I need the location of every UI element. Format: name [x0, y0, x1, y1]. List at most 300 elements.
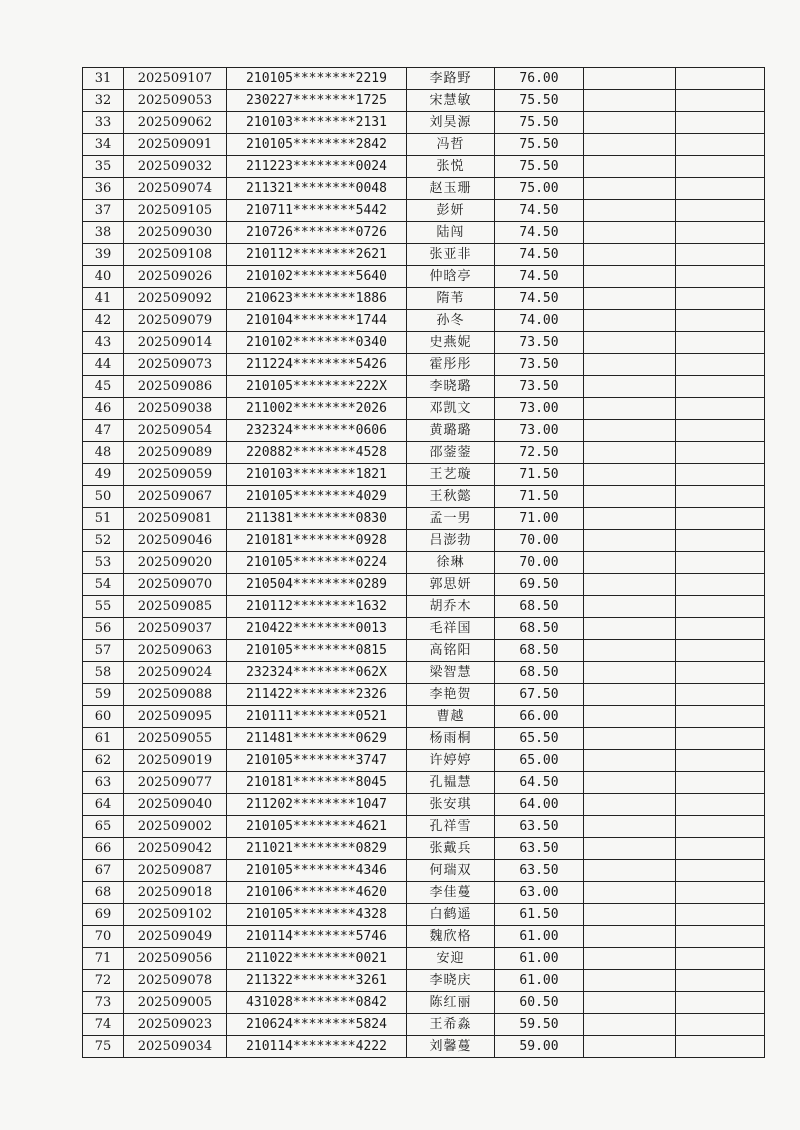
id-number: 230227********1725 — [227, 90, 407, 112]
row-number: 67 — [83, 860, 124, 882]
candidate-name: 毛祥国 — [407, 618, 495, 640]
id-number: 210711********5442 — [227, 200, 407, 222]
row-number: 68 — [83, 882, 124, 904]
table-row — [83, 68, 765, 90]
table-row — [83, 794, 765, 816]
score: 64.00 — [495, 794, 584, 816]
empty-cell — [584, 332, 676, 354]
row-number: 57 — [83, 640, 124, 662]
score: 74.50 — [495, 244, 584, 266]
exam-number: 202509053 — [124, 90, 227, 112]
row-number: 38 — [83, 222, 124, 244]
id-number: 210726********0726 — [227, 222, 407, 244]
empty-cell — [676, 200, 765, 222]
score: 71.00 — [495, 508, 584, 530]
table-row — [83, 750, 765, 772]
score: 73.50 — [495, 354, 584, 376]
candidate-name: 宋慧敏 — [407, 90, 495, 112]
row-number: 71 — [83, 948, 124, 970]
row-number: 60 — [83, 706, 124, 728]
empty-cell — [676, 552, 765, 574]
candidate-name: 杨雨桐 — [407, 728, 495, 750]
empty-cell — [676, 310, 765, 332]
exam-number: 202509107 — [124, 68, 227, 90]
empty-cell — [676, 90, 765, 112]
candidate-name: 白鹤遥 — [407, 904, 495, 926]
empty-cell — [676, 970, 765, 992]
id-number: 210181********0928 — [227, 530, 407, 552]
candidate-name: 赵玉珊 — [407, 178, 495, 200]
candidate-name: 吕澎勃 — [407, 530, 495, 552]
table-row — [83, 684, 765, 706]
score: 63.00 — [495, 882, 584, 904]
table-row — [83, 728, 765, 750]
candidate-name: 邓凯文 — [407, 398, 495, 420]
empty-cell — [676, 750, 765, 772]
exam-number: 202509040 — [124, 794, 227, 816]
table-row — [83, 222, 765, 244]
exam-number: 202509092 — [124, 288, 227, 310]
score: 75.50 — [495, 112, 584, 134]
score: 74.50 — [495, 266, 584, 288]
id-number: 210103********2131 — [227, 112, 407, 134]
table-row — [83, 134, 765, 156]
empty-cell — [676, 178, 765, 200]
id-number: 210114********5746 — [227, 926, 407, 948]
empty-cell — [584, 222, 676, 244]
exam-number: 202509067 — [124, 486, 227, 508]
empty-cell — [676, 662, 765, 684]
score: 63.50 — [495, 860, 584, 882]
candidate-name: 张悦 — [407, 156, 495, 178]
candidate-name: 冯哲 — [407, 134, 495, 156]
score: 65.50 — [495, 728, 584, 750]
id-number: 210105********3747 — [227, 750, 407, 772]
exam-number: 202509024 — [124, 662, 227, 684]
score: 68.50 — [495, 640, 584, 662]
empty-cell — [584, 112, 676, 134]
id-number: 210105********2842 — [227, 134, 407, 156]
row-number: 55 — [83, 596, 124, 618]
candidate-name: 孔祥雪 — [407, 816, 495, 838]
empty-cell — [676, 838, 765, 860]
row-number: 36 — [83, 178, 124, 200]
table-row — [83, 178, 765, 200]
id-number: 232324********0606 — [227, 420, 407, 442]
table-row — [83, 1036, 765, 1058]
id-number: 211224********5426 — [227, 354, 407, 376]
exam-number: 202509034 — [124, 1036, 227, 1058]
exam-number: 202509079 — [124, 310, 227, 332]
score: 59.00 — [495, 1036, 584, 1058]
candidate-name: 何瑞双 — [407, 860, 495, 882]
score: 70.00 — [495, 552, 584, 574]
score: 75.00 — [495, 178, 584, 200]
empty-cell — [584, 68, 676, 90]
candidate-name: 高铭阳 — [407, 640, 495, 662]
empty-cell — [676, 684, 765, 706]
empty-cell — [584, 860, 676, 882]
empty-cell — [584, 354, 676, 376]
id-number: 431028********0842 — [227, 992, 407, 1014]
score: 61.00 — [495, 948, 584, 970]
score: 61.00 — [495, 926, 584, 948]
id-number: 210102********5640 — [227, 266, 407, 288]
empty-cell — [676, 266, 765, 288]
table-row — [83, 90, 765, 112]
id-number: 211002********2026 — [227, 398, 407, 420]
empty-cell — [584, 1014, 676, 1036]
row-number: 47 — [83, 420, 124, 442]
row-number: 40 — [83, 266, 124, 288]
score: 71.50 — [495, 464, 584, 486]
exam-number: 202509091 — [124, 134, 227, 156]
table-row — [83, 948, 765, 970]
row-number: 48 — [83, 442, 124, 464]
score: 73.50 — [495, 376, 584, 398]
candidate-name: 魏欣格 — [407, 926, 495, 948]
table-row — [83, 442, 765, 464]
empty-cell — [584, 574, 676, 596]
score: 75.50 — [495, 134, 584, 156]
table-row — [83, 860, 765, 882]
exam-number: 202509049 — [124, 926, 227, 948]
empty-cell — [676, 420, 765, 442]
row-number: 41 — [83, 288, 124, 310]
row-number: 66 — [83, 838, 124, 860]
empty-cell — [676, 1036, 765, 1058]
candidate-name: 王秋懿 — [407, 486, 495, 508]
row-number: 39 — [83, 244, 124, 266]
row-number: 75 — [83, 1036, 124, 1058]
score: 74.50 — [495, 288, 584, 310]
table-row — [83, 200, 765, 222]
row-number: 44 — [83, 354, 124, 376]
score: 65.00 — [495, 750, 584, 772]
candidate-name: 安迎 — [407, 948, 495, 970]
candidate-name: 王希淼 — [407, 1014, 495, 1036]
empty-cell — [584, 970, 676, 992]
row-number: 42 — [83, 310, 124, 332]
id-number: 211021********0829 — [227, 838, 407, 860]
row-number: 58 — [83, 662, 124, 684]
row-number: 70 — [83, 926, 124, 948]
candidate-name: 孙冬 — [407, 310, 495, 332]
score: 67.50 — [495, 684, 584, 706]
score: 68.50 — [495, 618, 584, 640]
table-row — [83, 772, 765, 794]
row-number: 32 — [83, 90, 124, 112]
candidate-name: 郭思妍 — [407, 574, 495, 596]
empty-cell — [676, 464, 765, 486]
empty-cell — [584, 926, 676, 948]
table-row — [83, 376, 765, 398]
score: 68.50 — [495, 596, 584, 618]
id-number: 210504********0289 — [227, 574, 407, 596]
empty-cell — [584, 992, 676, 1014]
id-number: 210105********2219 — [227, 68, 407, 90]
exam-number: 202509059 — [124, 464, 227, 486]
table-row — [83, 706, 765, 728]
candidate-name: 许婷婷 — [407, 750, 495, 772]
row-number: 73 — [83, 992, 124, 1014]
table-row — [83, 618, 765, 640]
empty-cell — [676, 332, 765, 354]
empty-cell — [584, 420, 676, 442]
score: 61.50 — [495, 904, 584, 926]
exam-number: 202509087 — [124, 860, 227, 882]
empty-cell — [676, 882, 765, 904]
exam-number: 202509070 — [124, 574, 227, 596]
id-number: 211321********0048 — [227, 178, 407, 200]
score: 63.50 — [495, 816, 584, 838]
score: 74.00 — [495, 310, 584, 332]
candidate-name: 徐琳 — [407, 552, 495, 574]
row-number: 59 — [83, 684, 124, 706]
exam-number: 202509054 — [124, 420, 227, 442]
empty-cell — [676, 926, 765, 948]
row-number: 43 — [83, 332, 124, 354]
id-number: 210104********1744 — [227, 310, 407, 332]
empty-cell — [584, 706, 676, 728]
empty-cell — [584, 266, 676, 288]
score: 66.00 — [495, 706, 584, 728]
score: 73.50 — [495, 332, 584, 354]
results-table — [82, 67, 765, 1058]
id-number: 210105********4346 — [227, 860, 407, 882]
row-number: 56 — [83, 618, 124, 640]
table-row — [83, 882, 765, 904]
id-number: 210106********4620 — [227, 882, 407, 904]
candidate-name: 陆闯 — [407, 222, 495, 244]
exam-number: 202509074 — [124, 178, 227, 200]
empty-cell — [584, 618, 676, 640]
candidate-name: 梁智慧 — [407, 662, 495, 684]
score: 59.50 — [495, 1014, 584, 1036]
empty-cell — [584, 530, 676, 552]
table-row — [83, 310, 765, 332]
exam-number: 202509078 — [124, 970, 227, 992]
empty-cell — [584, 728, 676, 750]
table-row — [83, 156, 765, 178]
candidate-name: 彭妍 — [407, 200, 495, 222]
row-number: 33 — [83, 112, 124, 134]
table-row — [83, 464, 765, 486]
row-number: 64 — [83, 794, 124, 816]
empty-cell — [676, 860, 765, 882]
candidate-name: 胡乔木 — [407, 596, 495, 618]
row-number: 52 — [83, 530, 124, 552]
exam-number: 202509073 — [124, 354, 227, 376]
score: 74.50 — [495, 200, 584, 222]
table-row — [83, 332, 765, 354]
table-row — [83, 970, 765, 992]
table-row — [83, 926, 765, 948]
score: 76.00 — [495, 68, 584, 90]
table-row — [83, 398, 765, 420]
empty-cell — [676, 728, 765, 750]
row-number: 34 — [83, 134, 124, 156]
empty-cell — [584, 838, 676, 860]
exam-number: 202509089 — [124, 442, 227, 464]
row-number: 37 — [83, 200, 124, 222]
row-number: 74 — [83, 1014, 124, 1036]
exam-number: 202509026 — [124, 266, 227, 288]
empty-cell — [584, 794, 676, 816]
candidate-name: 李晓庆 — [407, 970, 495, 992]
empty-cell — [584, 684, 676, 706]
id-number: 211022********0021 — [227, 948, 407, 970]
candidate-name: 邵蓥蓥 — [407, 442, 495, 464]
candidate-name: 张戴兵 — [407, 838, 495, 860]
exam-number: 202509046 — [124, 530, 227, 552]
empty-cell — [584, 244, 676, 266]
id-number: 210105********4621 — [227, 816, 407, 838]
exam-number: 202509038 — [124, 398, 227, 420]
empty-cell — [676, 486, 765, 508]
table-row — [83, 420, 765, 442]
row-number: 65 — [83, 816, 124, 838]
exam-number: 202509020 — [124, 552, 227, 574]
row-number: 69 — [83, 904, 124, 926]
empty-cell — [676, 376, 765, 398]
empty-cell — [584, 662, 676, 684]
table-body — [83, 68, 765, 1058]
candidate-name: 王艺璇 — [407, 464, 495, 486]
id-number: 211223********0024 — [227, 156, 407, 178]
empty-cell — [584, 882, 676, 904]
table-row — [83, 904, 765, 926]
candidate-name: 黄璐璐 — [407, 420, 495, 442]
table-row — [83, 354, 765, 376]
score: 73.00 — [495, 398, 584, 420]
score: 75.50 — [495, 156, 584, 178]
exam-number: 202509086 — [124, 376, 227, 398]
empty-cell — [676, 816, 765, 838]
row-number: 31 — [83, 68, 124, 90]
empty-cell — [676, 794, 765, 816]
empty-cell — [676, 772, 765, 794]
table-row — [83, 596, 765, 618]
exam-number: 202509030 — [124, 222, 227, 244]
empty-cell — [584, 772, 676, 794]
empty-cell — [584, 310, 676, 332]
empty-cell — [584, 1036, 676, 1058]
empty-cell — [584, 640, 676, 662]
empty-cell — [584, 508, 676, 530]
empty-cell — [676, 398, 765, 420]
empty-cell — [584, 90, 676, 112]
empty-cell — [676, 596, 765, 618]
score: 64.50 — [495, 772, 584, 794]
row-number: 53 — [83, 552, 124, 574]
candidate-name: 仲晗亭 — [407, 266, 495, 288]
empty-cell — [584, 376, 676, 398]
exam-number: 202509018 — [124, 882, 227, 904]
empty-cell — [676, 574, 765, 596]
empty-cell — [584, 816, 676, 838]
candidate-name: 刘馨蔓 — [407, 1036, 495, 1058]
candidate-name: 刘昊源 — [407, 112, 495, 134]
candidate-name: 张安琪 — [407, 794, 495, 816]
empty-cell — [584, 398, 676, 420]
candidate-name: 李晓璐 — [407, 376, 495, 398]
id-number: 211481********0629 — [227, 728, 407, 750]
id-number: 210624********5824 — [227, 1014, 407, 1036]
exam-number: 202509023 — [124, 1014, 227, 1036]
candidate-name: 李佳蔓 — [407, 882, 495, 904]
exam-number: 202509105 — [124, 200, 227, 222]
exam-number: 202509063 — [124, 640, 227, 662]
row-number: 62 — [83, 750, 124, 772]
exam-number: 202509055 — [124, 728, 227, 750]
id-number: 210623********1886 — [227, 288, 407, 310]
empty-cell — [584, 486, 676, 508]
id-number: 211202********1047 — [227, 794, 407, 816]
id-number: 211422********2326 — [227, 684, 407, 706]
empty-cell — [584, 904, 676, 926]
empty-cell — [676, 354, 765, 376]
row-number: 35 — [83, 156, 124, 178]
candidate-name: 张亚非 — [407, 244, 495, 266]
empty-cell — [676, 112, 765, 134]
table-row — [83, 992, 765, 1014]
score: 71.50 — [495, 486, 584, 508]
exam-number: 202509019 — [124, 750, 227, 772]
empty-cell — [676, 288, 765, 310]
empty-cell — [584, 750, 676, 772]
exam-number: 202509088 — [124, 684, 227, 706]
score: 75.50 — [495, 90, 584, 112]
table-row — [83, 574, 765, 596]
empty-cell — [676, 618, 765, 640]
exam-number: 202509081 — [124, 508, 227, 530]
candidate-name: 孟一男 — [407, 508, 495, 530]
id-number: 210105********4029 — [227, 486, 407, 508]
exam-number: 202509037 — [124, 618, 227, 640]
id-number: 210105********222X — [227, 376, 407, 398]
score: 74.50 — [495, 222, 584, 244]
candidate-name: 李路野 — [407, 68, 495, 90]
score: 68.50 — [495, 662, 584, 684]
row-number: 49 — [83, 464, 124, 486]
row-number: 50 — [83, 486, 124, 508]
id-number: 210103********1821 — [227, 464, 407, 486]
table-row — [83, 1014, 765, 1036]
row-number: 46 — [83, 398, 124, 420]
empty-cell — [676, 156, 765, 178]
empty-cell — [584, 596, 676, 618]
score: 73.00 — [495, 420, 584, 442]
score: 63.50 — [495, 838, 584, 860]
table-row — [83, 112, 765, 134]
id-number: 210422********0013 — [227, 618, 407, 640]
empty-cell — [676, 1014, 765, 1036]
empty-cell — [584, 552, 676, 574]
id-number: 210114********4222 — [227, 1036, 407, 1058]
id-number: 211381********0830 — [227, 508, 407, 530]
empty-cell — [676, 992, 765, 1014]
empty-cell — [676, 68, 765, 90]
empty-cell — [584, 156, 676, 178]
table-row — [83, 640, 765, 662]
row-number: 72 — [83, 970, 124, 992]
exam-number: 202509032 — [124, 156, 227, 178]
table-row — [83, 552, 765, 574]
exam-number: 202509002 — [124, 816, 227, 838]
empty-cell — [676, 244, 765, 266]
id-number: 210105********4328 — [227, 904, 407, 926]
